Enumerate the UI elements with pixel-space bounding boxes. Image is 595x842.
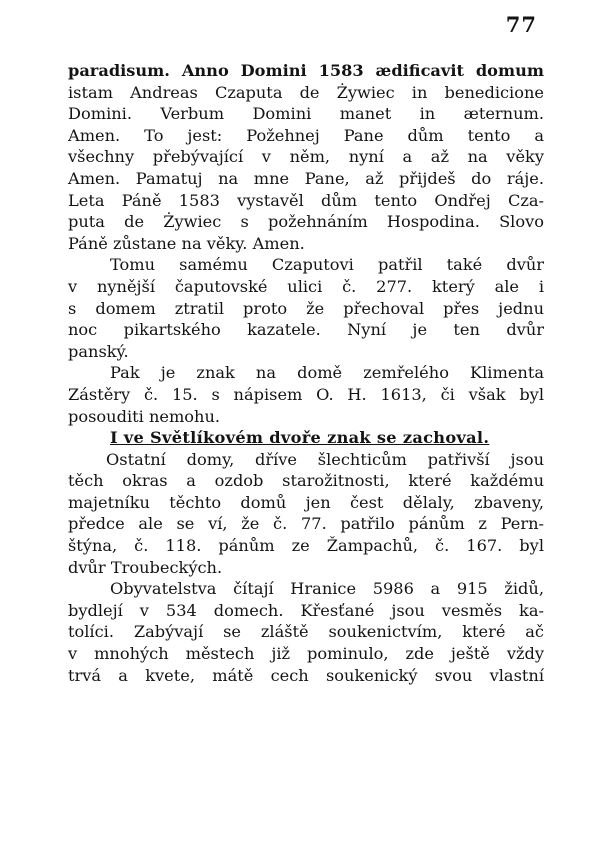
text-line: trvá a kvete, mátě cech soukenický svou vlastní — [68, 665, 544, 685]
text-line: tolíci. Zabývají se zláště soukenictvím, které ač — [68, 622, 544, 642]
text-line: Amen. To jest: Požehnej Pane dům tento a — [68, 125, 544, 145]
text-line: s domem ztratil proto že přechoval přes jednu — [68, 298, 544, 318]
text-line: těch okras a ozdob starožitnosti, které každému — [68, 471, 544, 491]
text-line: předce ale se ví, že č. 77. patřilo pánům z Pern- — [68, 514, 544, 534]
paragraph-start-line: Pak je znak na domě zemřelého Klimenta — [110, 363, 544, 383]
text-line: Páně zůstane na věky. Amen. — [68, 233, 305, 253]
text-line: posouditi nemohu. — [68, 406, 221, 426]
text-line: Amen. Pamatuj na mne Pane, až přijdeš do ráje. — [68, 168, 544, 188]
text-line: všechny přebývající v něm, nyní a až na věky — [68, 147, 544, 167]
text-line: Leta Páně 1583 vystavěl dům tento Ondřej Cza- — [68, 190, 544, 210]
paragraph-start-line: Ostatní domy, dříve šlechticům patřivší jsou — [106, 449, 544, 469]
text-line: Domini. Verbum Domini manet in æternum. — [68, 104, 544, 124]
text-line: noc pikartského kazatele. Nyní je ten dvůr — [68, 320, 544, 340]
text-line: paradisum. Anno Domini 1583 ædificavit domum — [68, 61, 544, 80]
text-line: majetníku těchto domů jen čest dělaly, zbaveny, — [68, 492, 544, 512]
text-line: dvůr Troubeckých. — [68, 557, 223, 577]
text-line: puta de Żywiec s požehnáním Hospodina. Slovo — [68, 212, 544, 232]
text-line: istam Andreas Czaputa de Żywiec in benedicione — [68, 82, 544, 102]
text-line: Zástěry č. 15. s nápisem O. H. 1613, či však byl — [68, 384, 544, 404]
text-line: v nynější čaputovské ulici č. 277. který ale i — [68, 276, 544, 296]
text-line: panský. — [68, 341, 129, 361]
page-number: 77 — [505, 12, 537, 37]
paragraph-start-line: Tomu samému Czaputovi patřil také dvůr — [110, 255, 544, 275]
paragraph-start-line: Obyvatelstva čítají Hranice 5986 a 915 židů, — [110, 579, 544, 599]
text-line: v mnohých městech již pominulo, zde ještě vždy — [68, 644, 544, 664]
body-text — [68, 60, 544, 686]
text-line: bydlejí v 534 domech. Křesťané jsou vesměs ka- — [68, 600, 544, 620]
text-line: štýna, č. 118. pánům ze Žampachů, č. 167. byl — [68, 536, 544, 556]
paragraph-start-line: I ve Světlíkovém dvoře znak se zachoval. — [110, 428, 490, 448]
